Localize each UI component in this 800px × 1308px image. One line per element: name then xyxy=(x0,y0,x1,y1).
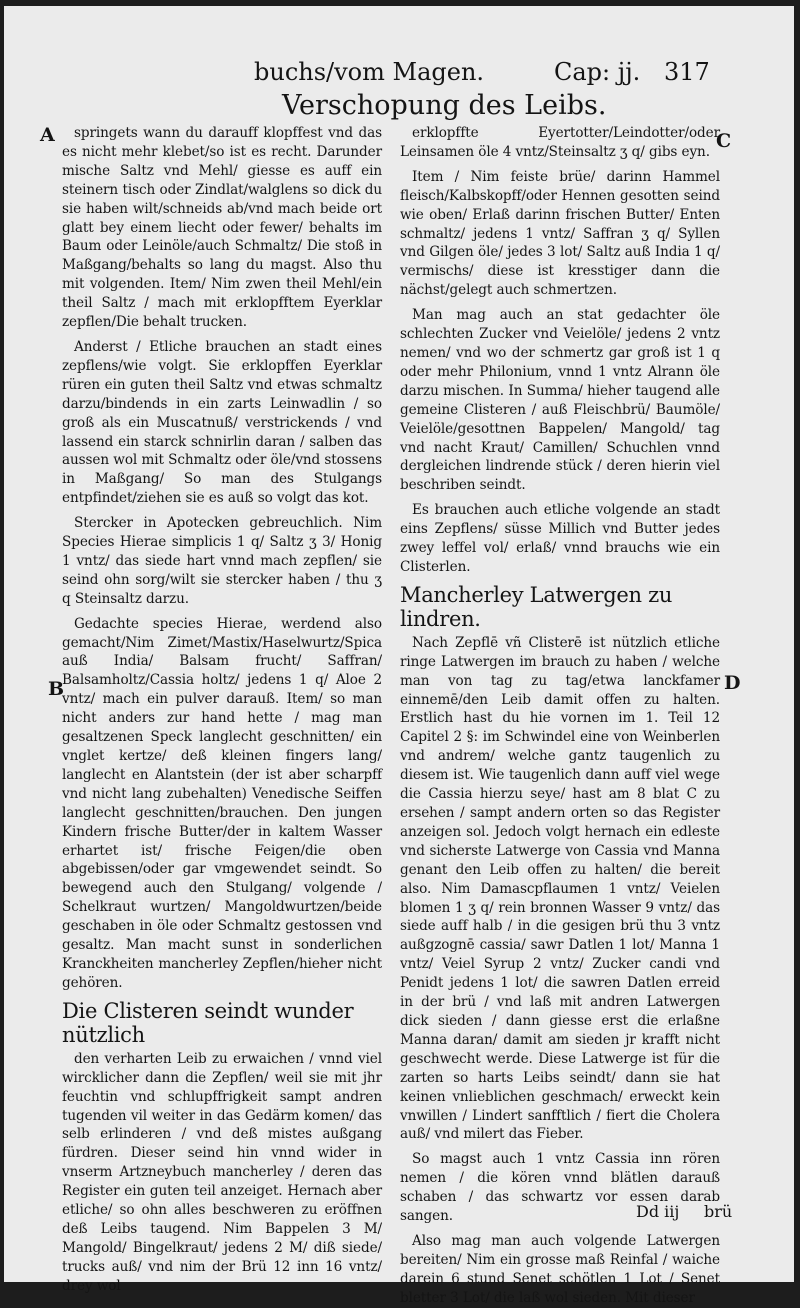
right-paragraph-6: So magst auch 1 vntz Cassia inn rören nemen / die kören vnnd blätlen darauß schaben / das schwartz vor essen darab sangen. xyxy=(400,1151,720,1225)
left-paragraph-3: Stercker in Apotecken gebreuchlich. Nim Species Hierae simplicis 1 q/ Saltz ʒ 3/ Honig 1 vntz/ das siede hart vnnd mach zepflen/ sie seind ohn sorg/wilt sie stercker haben / thu ʒ q Steinsaltz darzu. xyxy=(62,515,382,607)
right-section-heading: Mancherley Latwergen zu lindren. xyxy=(400,582,673,631)
left-column xyxy=(62,124,382,1294)
section-subtitle: Verschopung des Leibs. xyxy=(282,90,607,121)
margin-letter-d: D xyxy=(724,672,741,694)
left-paragraph-1: springets wann du darauff klopffest vnd das es nicht mehr klebet/so ist es recht. Darunder mische Saltz vnd Mehl/ giesse es auff ein steinern tisch oder Zindlat/walglens so dick du sie haben wilt/schneids ab/vnd mach beide ort glatt bey einem liecht oder fewer/ behalts im Baum oder Leinöle/auch Schmaltz/ Die stoß in Maßgang/behalts so lang du magst. Also thu mit volgenden. Item/ Nim zwen theil Mehl/ein theil Saltz / mach mit erklopfftem Eyerklar zepflen/Die behalt trucken. xyxy=(62,125,382,331)
catchword: brü xyxy=(704,1202,733,1221)
margin-letter-c: C xyxy=(716,130,732,152)
page-number: 317 xyxy=(664,58,710,86)
margin-letter-b: B xyxy=(48,678,65,700)
right-paragraph-3: Man mag auch an stat gedachter öle schlechten Zucker vnd Veielöle/ jedens 2 vntz nemen/ vnd wo der schmertz gar groß ist 1 q oder mehr Philonium, vnnd 1 vntz Alrann öle darzu mischen. In Summa/ hieher taugend alle gemeine Clisteren / auß Fleischbrü/ Baumöle/ Veielöle/gesottnen Bappelen/ Mangold/ tag vnd nacht Kraut/ Camillen/ Schuchlen vnnd dergleichen lindrende stück / deren hierin viel beschriben seindt. xyxy=(400,307,720,494)
left-paragraph-4: Gedachte species Hierae, werdend also gemacht/Nim Zimet/Mastix/Haselwurtz/Spica auß India/ Balsam frucht/ Saffran/ Balsamholtz/Cassia holtz/ jedens 1 q/ Aloe 2 vntz/ mach ein pulver darauß. Item/ so man nicht anders zur hand hette / mag man gesaltzenen Speck langlecht geschnitten/ ein vnglet kertze/ deß kleinen fingers lang/ langlecht en Alantstein (der ist aber scharpff vnd nicht lang zubehalten) Venedische Seiffen langlecht geschnitten/brauchen. Den jungen Kindern frische Butter/der in kaltem Wasser erhartet ist/ frische Feigen/die oben abgebissen/oder gar vmgewendet seindt. So bewegend auch den Stulgang/ volgende / Schelkraut wurtzen/ Mangoldwurtzen/beide geschaben in öle oder Schmaltz gestossen vnd gesaltz. Man macht sunst in sonderlichen Kranckheiten mancherley Zepflen/hieher nicht gehören. xyxy=(62,615,382,991)
right-paragraph-2: Item / Nim feiste brüe/ darinn Hammel fleisch/Kalbskopff/oder Hennen gesotten seind wie oben/ Erlaß darinn frischen Butter/ Enten schmaltz/ jedens 1 vntz/ Saffran ʒ q/ Syllen vnd Gilgen öle/ jedes 3 lot/ Saltz auß India 1 q/ vermischs/ diese ist kresstiger dann die nächst/gelegt auch schmertzen. xyxy=(400,168,720,299)
left-paragraph-2: Anderst / Etliche brauchen an stadt eines zepflens/wie volgt. Sie erklopffen Eyerklar rüren ein guten theil Saltz vnd etwas schmaltz darzu/bindends in ein zarts Leinwadlin / so groß als ein Muscatnuß/ verstrickends / vnd lassend ein starck schnirlin daran / salben das aussen wol mit Schmaltz oder öle/vnd stossens in Maßgang/ So man des Stulgangs entpfindet/ziehen sie es auß so volgt das kot. xyxy=(62,338,382,507)
right-paragraph-7: Also mag man auch volgende Latwergen bereiten/ Nim ein grosse maß Reinfal / waiche darein 6 stund Senet schötlen 1 Lot / Senet bletter 3 Lot/ die laß wol sieden. Mit dieser xyxy=(400,1232,720,1306)
running-head xyxy=(254,58,724,92)
margin-letter-a: A xyxy=(40,124,55,146)
right-paragraph-4: Es brauchen auch etliche volgende an stadt eins Zepflens/ süsse Millich vnd Butter jedes zwey leffel vol/ erlaß/ vnnd brauchs wie ein Clisterlen. xyxy=(400,502,720,575)
signature-mark: Dd iij xyxy=(636,1202,680,1221)
chapter-label: Cap: jj. xyxy=(554,58,641,86)
left-paragraph-5: den verharten Leib zu erwaichen / vnnd viel wircklicher dann die Zepflen/ weil sie mit jhr feuchtin vnd schlupffrigkeit sampt andren tugenden vil weiter in das Gedärm komen/ das selb erlinderen / vnd deß mistes außgang fürdren. Dieser seind hin vnnd wider in vnserm Artzneybuch mancherley / deren das Register ein guten teil anzeiget. Hernach aber etliche/ so ohn alles beschweren zu eröffnen deß Leibs taugend. Nim Bappelen 3 M/ Mangold/ Bingelkraut/ jedens 2 M/ diß siede/ trucks auß/ vnd nim der Brü 12 inn 16 vntz/ drey wol xyxy=(62,1050,382,1294)
book-page xyxy=(4,6,794,1306)
right-paragraph-1: erklopffte Eyertotter/Leindotter/oder Leinsamen öle 4 vntz/Steinsaltz ʒ q/ gibs eyn. xyxy=(400,125,720,160)
left-section-heading: Die Clisteren seindt wunder nützlich xyxy=(62,998,354,1047)
running-title: buchs/vom Magen. xyxy=(254,58,485,86)
right-paragraph-5: Nach Zepflē vñ Clisterē ist nützlich etliche ringe Latwergen im brauch zu haben / welche man von tag zu tag/etwa lanckfamer einnemē/den Leib damit offen zu halten. Erstlich hast du hie vornen im 1. Teil 12 Capitel 2 §: im Schwindel eine von Weinberlen vnd andrem/ welche gantz taugenlich zu diesem ist. Wie taugenlich dann auff viel wege die Cassia hierzu seye/ hast am 8 blat C zu ersehen / sampt andern orten so das Register anzeigen sol. Jedoch volgt hernach ein edleste vnd sicherste Latwerge von Cassia vnd Manna genant den Leib offen zu halten/ die bereit also. Nim Damascpflaumen 1 vntz/ Veielen blomen 1 ʒ q/ rein bronnen Wasser 9 vntz/ das siede auff halb / in die gesigen brü thu 3 vntz außgzognē cassia/ sawr Datlen 1 lot/ Manna 1 vntz/ Veiel Syrup 2 vntz/ Zucker candi vnd Penidt jedens 1 lot/ die sawren Datlen erreid in der brü / vnd laß mit andren Latwergen dick sieden / dann giesse erst die erlaßne Manna daran/ damit am sieden jr krafft nicht geschwecht werde. Diese Latwerge ist für die zarten so harts Leibs seindt/ dann sie hat keinen vnlieblichen geschmach/ erweckt kein vnwillen / Lindert sanfftlich / fiert die Cholera auß/ vnd milert das Fieber. xyxy=(400,634,720,1143)
